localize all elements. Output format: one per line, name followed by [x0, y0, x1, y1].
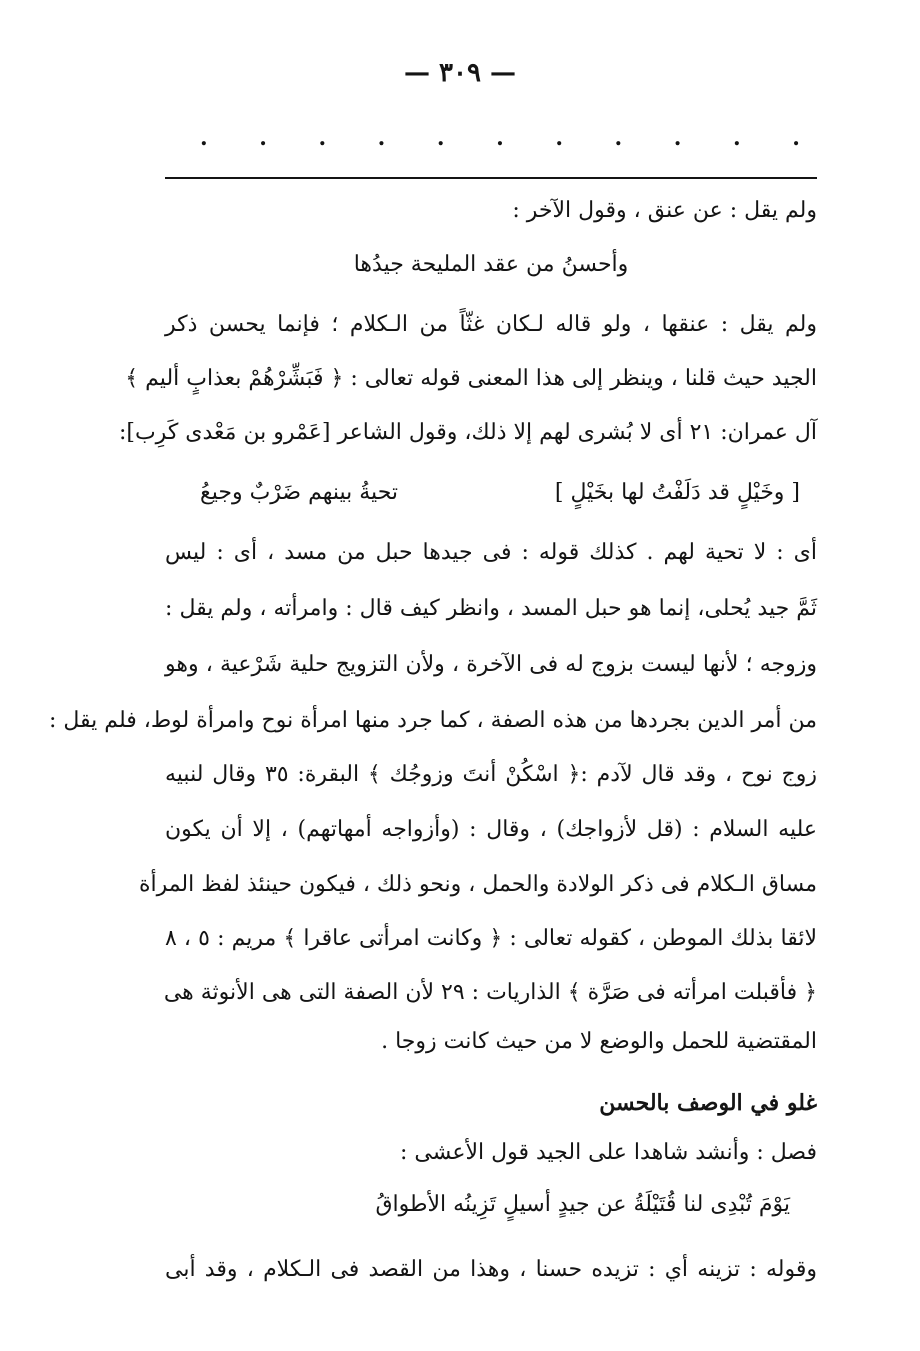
- dot: .: [436, 125, 445, 151]
- verse-line: وأحسنُ من عقد المليحة جيدُها: [353, 252, 629, 277]
- text-line: عليه السلام : (قل لأزواجك) ، وقال : (وأزواجه أمهاتهم) ، إلا أن يكون: [165, 817, 817, 842]
- text-line: فصل : وأنشد شاهدا على الجيد قول الأعشى :: [399, 1140, 817, 1165]
- dot: .: [614, 125, 623, 151]
- verse-line: يَوْمَ تُبْدِى لنا قُتَيْلَةُ عن جيدٍ أسيلٍ تَزِينُه الأطواقُ: [375, 1192, 790, 1217]
- header-rule: [165, 177, 817, 179]
- text-line: ولم يقل : عنقها ، ولو قاله لـكان غثّاً من الـكلام ؛ فإنما يحسن ذكر: [165, 312, 817, 337]
- text-line: آل عمران: ٢١ أى لا بُشرى لهم إلا ذلك، وقول الشاعر [عَمْرو بن مَعْدى كَرِب]:: [118, 420, 817, 445]
- text-line: وقوله : تزينه أي : تزيده حسنا ، وهذا من القصد فى الـكلام ، وقد أبى: [165, 1257, 817, 1282]
- verse-couplet: [200, 478, 800, 508]
- dot: .: [377, 125, 386, 151]
- text-line: ثَمَّ جيد يُحلى، إنما هو حبل المسد ، وانظر كيف قال : وامرأته ، ولم يقل :: [165, 596, 817, 621]
- section-heading: غلو في الوصف بالحسن: [599, 1090, 817, 1116]
- dot: .: [200, 125, 208, 151]
- verse-second-half: تحيةُ بينهم ضَرْبٌ وجيعُ: [200, 480, 399, 505]
- dot: .: [792, 125, 800, 151]
- dot: .: [496, 125, 504, 151]
- text-line: ﴿ فأقبلت امرأته فى صَرَّة ﴾ الذاريات : ٢٩ لأن الصفة التى هى الأنوثة هى: [163, 980, 817, 1005]
- verse-first-half: [ وخَيْلٍ قد دَلَفْتُ لها بخَيْلٍ ]: [554, 480, 800, 505]
- text-line: مساق الـكلام فى ذكر الولادة والحمل ، ونحو ذلك ، فيكون حينئذ لفظ المرأة: [138, 872, 817, 897]
- text-line: الجيد حيث قلنا ، وينظر إلى هذا المعنى قوله تعالى : ﴿ فَبَشِّرْهُمْ بعذابٍ أليم ﴾: [125, 366, 817, 391]
- text-line: وزوجه ؛ لأنها ليست بزوج له فى الآخرة ، ولأن التزويج حلية شَرْعية ، وهو: [165, 652, 817, 677]
- text-line: أى : لا تحية لهم . كذلك قوله : فى جيدها حبل من مسد ، أى : ليس: [165, 540, 817, 565]
- ornamental-dots: [200, 125, 800, 151]
- dot: .: [555, 125, 563, 151]
- page-number: — ٣٠٩ —: [403, 58, 517, 88]
- dot: .: [732, 125, 741, 151]
- text-line: المقتضية للحمل والوضع لا من حيث كانت زوجا .: [381, 1029, 817, 1054]
- dot: .: [318, 125, 327, 151]
- text-line: زوج نوح ، وقد قال لآدم :﴿ اسْكُنْ أنتَ وزوجُك ﴾ البقرة: ٣٥ وقال لنبيه: [165, 762, 817, 787]
- text-line: من أمر الدين بجردها من هذه الصفة ، كما جرد منها امرأة نوح وامرأة لوط، فلم يقل :: [48, 708, 817, 733]
- text-line: لائقا بذلك الموطن ، كقوله تعالى : ﴿ وكانت امرأتى عاقرا ﴾ مريم : ٥ ، ٨: [165, 926, 817, 951]
- dot: .: [259, 125, 267, 151]
- dot: .: [673, 125, 682, 151]
- text-line: ولم يقل : عن عنق ، وقول الآخر :: [512, 198, 817, 223]
